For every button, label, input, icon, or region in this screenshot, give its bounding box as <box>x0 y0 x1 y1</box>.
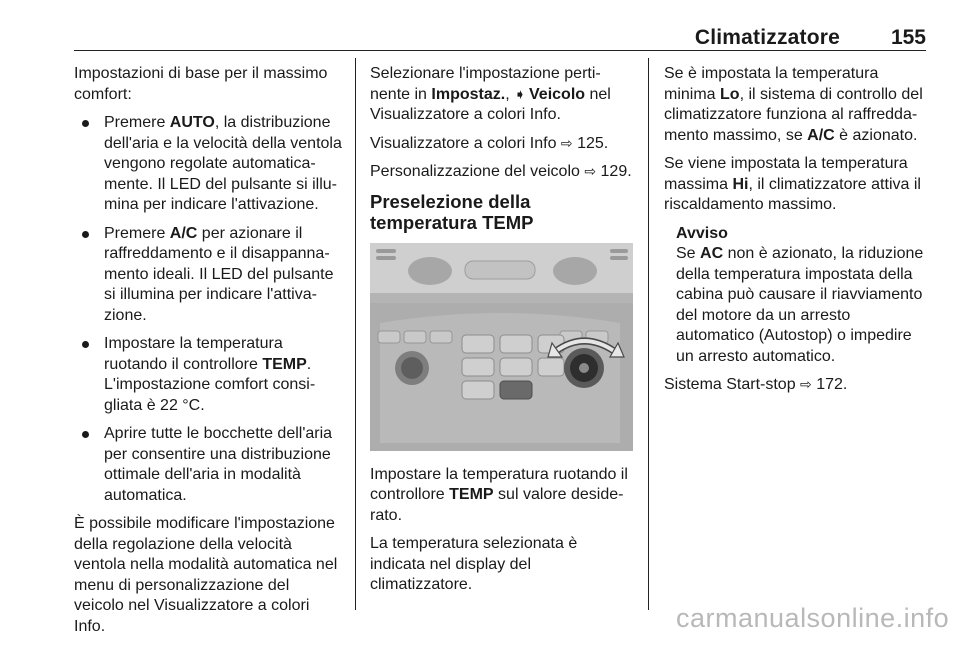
text: . L'impostazione comfort consigliata è 22 °C. <box>104 355 316 414</box>
button-label-auto: AUTO <box>169 114 215 131</box>
text: per azionare il raffreddamento e il disappannamento ideali. Il LED del pulsante si illumina per indicare l'attivazione. <box>104 224 334 324</box>
column-middle <box>370 64 634 604</box>
page-reference-arrow-icon: ⇨ <box>800 377 812 393</box>
list-item <box>74 334 342 416</box>
column-right <box>664 64 928 404</box>
note-box <box>664 224 928 368</box>
column-divider <box>355 58 356 610</box>
button-label-ac: A/C <box>807 126 835 144</box>
page-header <box>74 26 926 54</box>
text: , <box>505 85 515 103</box>
text: Selezionare l'impostazione pertinente in <box>370 65 601 103</box>
text: Premere <box>104 114 170 131</box>
list-item <box>74 224 342 327</box>
page-ref: 125. <box>577 134 609 152</box>
display-paragraph: La temperatura selezionata è indicata nel display del climatizzatore. <box>370 535 578 593</box>
text: Se è impostata la temperatura minima <box>664 65 879 103</box>
text: , il sistema di controllo del climatizzatore funziona al raffreddamento massimo, se <box>664 85 923 144</box>
text: nel Visualizzatore a colori Info. <box>370 85 611 123</box>
note-title: Avviso <box>676 224 728 242</box>
max-temp-paragraph <box>664 154 928 216</box>
text: Impostare la temperatura ruotando il controllore <box>104 335 283 373</box>
text: Se <box>676 245 701 262</box>
page-reference-arrow-icon: ⇨ <box>560 135 573 152</box>
page-ref: 172. <box>816 376 848 393</box>
section-heading: Preselezione della temperatura TEMP <box>370 190 534 233</box>
button-label-ac: AC <box>700 245 724 262</box>
value-label-hi: Hi <box>732 175 749 193</box>
column-left <box>74 64 342 645</box>
text: Se viene impostata la temperatura massima <box>664 155 908 193</box>
chapter-title: Climatizzatore <box>694 26 840 49</box>
page-number: 155 <box>890 26 926 49</box>
menu-label-veicolo: Veicolo <box>529 85 586 103</box>
menu-label-impostaz: Impostaz. <box>431 85 506 103</box>
note-body <box>676 244 928 367</box>
text: sul valore desiderato. <box>370 486 624 524</box>
bullet-icon <box>82 120 89 127</box>
page-reference-arrow-icon: ⇨ <box>584 164 597 180</box>
list-item <box>74 424 342 506</box>
cross-reference[interactable] <box>370 134 634 155</box>
cross-reference[interactable] <box>370 162 634 183</box>
value-label-lo: Lo <box>720 85 740 103</box>
header-rule <box>74 50 926 51</box>
page-ref: 129. <box>600 163 632 180</box>
text: Impostare la temperatura ruotando il controllore <box>370 465 628 503</box>
climate-panel-illustration <box>370 243 633 451</box>
instruction-paragraph <box>370 465 634 527</box>
text: Visualizzatore a colori Info <box>370 134 561 152</box>
bullet-icon <box>82 231 89 238</box>
bullet-list <box>74 113 342 506</box>
watermark: carmanualsonline.info <box>676 603 950 633</box>
text: è azionato. <box>834 126 918 144</box>
control-label-temp: TEMP <box>449 486 494 503</box>
text: Aprire tutte le bocchette dell'aria per consentire una distribuzione ottimale dell'aria in modalità automatica. <box>104 425 333 504</box>
column-divider <box>648 58 649 610</box>
text: non è azionato, la riduzione della temperatura impostata della cabina può causare il riavviamento del motore da un arresto automatico (Autostop) o impedire un arresto automatico. <box>676 245 924 365</box>
button-label-ac: A/C <box>169 224 198 242</box>
control-label-temp: TEMP <box>262 355 307 373</box>
bullet-icon <box>82 431 89 438</box>
intro-paragraph: Impostazioni di base per il massimo comfort: <box>74 65 328 103</box>
outro-paragraph: È possibile modificare l'impostazione della regolazione della velocità ventola nella modalità automatica nel menu di personalizzazione del veicolo nel Visualizzatore a colori Info. <box>74 515 338 635</box>
menu-arrow-icon: ➧ <box>514 86 526 103</box>
cross-reference[interactable] <box>664 375 928 396</box>
climate-control-figure <box>370 243 633 451</box>
text: Personalizzazione del veicolo <box>370 163 585 180</box>
text: Premere <box>104 224 170 242</box>
bullet-icon <box>82 341 89 348</box>
text: Sistema Start-stop <box>664 376 801 393</box>
list-item <box>74 113 342 216</box>
min-temp-paragraph <box>664 64 928 146</box>
text: , il climatizzatore attiva il riscaldamento massimo. <box>664 175 921 213</box>
settings-paragraph <box>370 64 634 126</box>
text: , la distribuzione dell'aria e la velocità della ventola vengono regolate automaticamente. Il LED del pulsante si illumina per indicare l'attivazione. <box>104 114 342 213</box>
